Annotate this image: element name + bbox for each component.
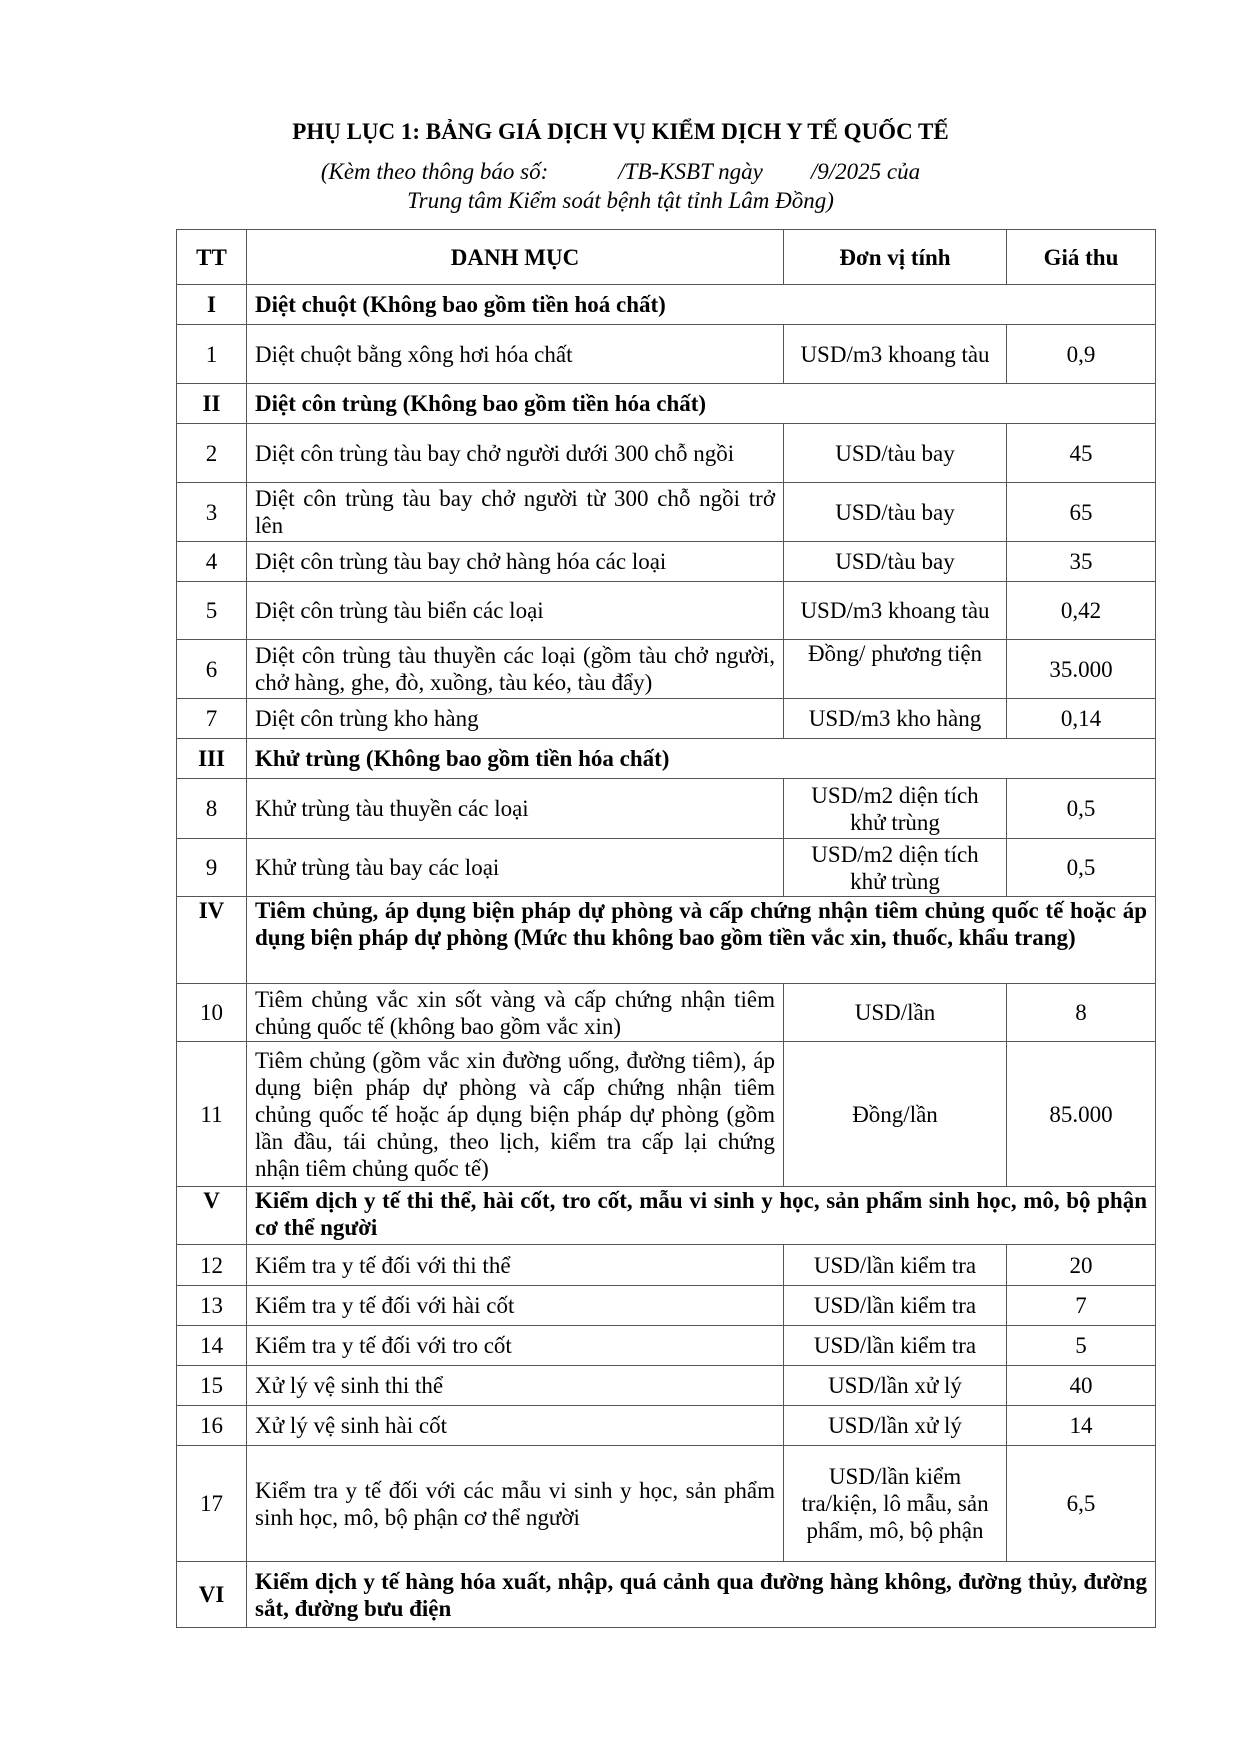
row-price: 35.000: [1007, 640, 1156, 699]
table-row: [177, 779, 1156, 839]
row-unit: USD/lần kiểm tra/kiện, lô mẫu, sản phẩm, mô, bộ phận: [784, 1446, 1007, 1562]
row-name: Xử lý vệ sinh hài cốt: [247, 1406, 784, 1446]
row-name: Tiêm chủng vắc xin sốt vàng và cấp chứng nhận tiêm chủng quốc tế (không bao gồm vắc xin): [247, 984, 784, 1042]
table-row: [177, 984, 1156, 1042]
header-tt: TT: [177, 230, 247, 285]
row-unit: USD/m2 diện tích khử trùng: [784, 839, 1007, 897]
row-unit: USD/m2 diện tích khử trùng: [784, 779, 1007, 839]
row-number: 12: [177, 1245, 247, 1286]
section-number: III: [177, 739, 247, 779]
row-number: 17: [177, 1446, 247, 1562]
row-number: 9: [177, 839, 247, 897]
section-title: Diệt chuột (Không bao gồm tiền hoá chất): [247, 285, 1156, 325]
section-row: [177, 897, 1156, 984]
table-row: [177, 699, 1156, 739]
row-unit: USD/tàu bay: [784, 424, 1007, 483]
table-row: [177, 1446, 1156, 1562]
row-name: Khử trùng tàu thuyền các loại: [247, 779, 784, 839]
table-row: [177, 325, 1156, 384]
row-number: 13: [177, 1286, 247, 1326]
row-unit: Đồng/lần: [784, 1042, 1007, 1187]
row-price: 0,5: [1007, 779, 1156, 839]
row-price: 0,14: [1007, 699, 1156, 739]
row-name: Diệt chuột bằng xông hơi hóa chất: [247, 325, 784, 384]
row-number: 3: [177, 483, 247, 542]
section-row: [177, 384, 1156, 424]
row-number: 1: [177, 325, 247, 384]
row-name: Diệt côn trùng tàu bay chở người từ 300 chỗ ngồi trở lên: [247, 483, 784, 542]
section-title: Kiểm dịch y tế hàng hóa xuất, nhập, quá cảnh qua đường hàng không, đường thủy, đường sắt, đường bưu điện: [247, 1562, 1156, 1628]
section-title: Tiêm chủng, áp dụng biện pháp dự phòng và cấp chứng nhận tiêm chủng quốc tế hoặc áp dụng biện pháp dự phòng (Mức thu không bao gồm tiền vắc xin, thuốc, khẩu trang): [247, 897, 1156, 984]
subtitle-part1: (Kèm theo thông báo số:: [320, 159, 549, 184]
row-name: Kiểm tra y tế đối với thi thể: [247, 1245, 784, 1286]
row-name: Diệt côn trùng kho hàng: [247, 699, 784, 739]
subtitle-part3: /9/2025 của: [810, 159, 921, 184]
row-price: 6,5: [1007, 1446, 1156, 1562]
table-row: [177, 1366, 1156, 1406]
row-number: 16: [177, 1406, 247, 1446]
row-name: Kiểm tra y tế đối với hài cốt: [247, 1286, 784, 1326]
section-title: Kiểm dịch y tế thi thể, hài cốt, tro cốt, mẫu vi sinh y học, sản phẩm sinh học, mô, bộ phận cơ thể người: [247, 1187, 1156, 1245]
row-price: 5: [1007, 1326, 1156, 1366]
row-number: 14: [177, 1326, 247, 1366]
row-name: Diệt côn trùng tàu biển các loại: [247, 582, 784, 640]
row-name: Diệt côn trùng tàu bay chở hàng hóa các loại: [247, 542, 784, 582]
row-price: 20: [1007, 1245, 1156, 1286]
row-unit: USD/lần kiểm tra: [784, 1326, 1007, 1366]
row-unit: USD/tàu bay: [784, 483, 1007, 542]
row-number: 5: [177, 582, 247, 640]
row-number: 4: [177, 542, 247, 582]
row-price: 65: [1007, 483, 1156, 542]
row-name: Diệt côn trùng tàu bay chở người dưới 300 chỗ ngồi: [247, 424, 784, 483]
table-header-row: [177, 230, 1156, 285]
row-name: Kiểm tra y tế đối với các mẫu vi sinh y học, sản phẩm sinh học, mô, bộ phận cơ thể người: [247, 1446, 784, 1562]
row-price: 0,5: [1007, 839, 1156, 897]
row-unit: USD/tàu bay: [784, 542, 1007, 582]
section-number: VI: [177, 1562, 247, 1628]
price-table: [176, 229, 1156, 1628]
row-number: 10: [177, 984, 247, 1042]
row-unit: USD/m3 khoang tàu: [784, 325, 1007, 384]
section-title: Khử trùng (Không bao gồm tiền hóa chất): [247, 739, 1156, 779]
table-row: [177, 424, 1156, 483]
row-number: 2: [177, 424, 247, 483]
row-price: 8: [1007, 984, 1156, 1042]
table-row: [177, 582, 1156, 640]
row-unit: USD/lần kiểm tra: [784, 1245, 1007, 1286]
row-unit: USD/lần: [784, 984, 1007, 1042]
row-name: Xử lý vệ sinh thi thể: [247, 1366, 784, 1406]
row-name: Khử trùng tàu bay các loại: [247, 839, 784, 897]
header-name: DANH MỤC: [247, 230, 784, 285]
row-price: 7: [1007, 1286, 1156, 1326]
header-price: Giá thu: [1007, 230, 1156, 285]
subtitle-part2: /TB-KSBT ngày: [618, 159, 763, 184]
document-subtitle: [0, 158, 1241, 186]
row-unit: USD/m3 kho hàng: [784, 699, 1007, 739]
document-title: PHỤ LỤC 1: BẢNG GIÁ DỊCH VỤ KIỂM DỊCH Y TẾ QUỐC TẾ: [292, 119, 949, 144]
table-row: [177, 1245, 1156, 1286]
section-title: Diệt côn trùng (Không bao gồm tiền hóa chất): [247, 384, 1156, 424]
row-unit: USD/m3 khoang tàu: [784, 582, 1007, 640]
table-row: [177, 542, 1156, 582]
row-price: 14: [1007, 1406, 1156, 1446]
row-number: 6: [177, 640, 247, 699]
row-unit: USD/lần kiểm tra: [784, 1286, 1007, 1326]
section-row: [177, 1187, 1156, 1245]
section-row: [177, 285, 1156, 325]
row-price: 85.000: [1007, 1042, 1156, 1187]
table-row: [177, 839, 1156, 897]
row-number: 11: [177, 1042, 247, 1187]
row-price: 40: [1007, 1366, 1156, 1406]
section-row: [177, 1562, 1156, 1628]
section-number: I: [177, 285, 247, 325]
section-number: V: [177, 1187, 247, 1245]
row-number: 7: [177, 699, 247, 739]
row-number: 8: [177, 779, 247, 839]
row-name: Kiểm tra y tế đối với tro cốt: [247, 1326, 784, 1366]
section-number: IV: [177, 897, 247, 984]
row-price: 45: [1007, 424, 1156, 483]
table-row: [177, 483, 1156, 542]
table-row: [177, 1326, 1156, 1366]
row-unit: USD/lần xử lý: [784, 1406, 1007, 1446]
document-subtitle-line2: Trung tâm Kiểm soát bệnh tật tỉnh Lâm Đồng): [407, 188, 834, 213]
row-unit: USD/lần xử lý: [784, 1366, 1007, 1406]
row-price: 0,42: [1007, 582, 1156, 640]
row-name: Tiêm chủng (gồm vắc xin đường uống, đường tiêm), áp dụng biện pháp dự phòng và cấp chứng nhận tiêm chủng quốc tế hoặc áp dụng biện pháp dự phòng (gồm lần đầu, tái chủng, theo lịch, kiểm tra cấp lại chứng nhận tiêm chủng quốc tế): [247, 1042, 784, 1187]
table-row: [177, 640, 1156, 699]
table-row: [177, 1286, 1156, 1326]
row-price: 0,9: [1007, 325, 1156, 384]
header-unit: Đơn vị tính: [784, 230, 1007, 285]
table-row: [177, 1406, 1156, 1446]
row-number: 15: [177, 1366, 247, 1406]
row-unit: Đồng/ phương tiện: [784, 640, 1007, 699]
section-row: [177, 739, 1156, 779]
row-name: Diệt côn trùng tàu thuyền các loại (gồm tàu chở người, chở hàng, ghe, đò, xuồng, tàu kéo, tàu đẩy): [247, 640, 784, 699]
table-row: [177, 1042, 1156, 1187]
row-price: 35: [1007, 542, 1156, 582]
section-number: II: [177, 384, 247, 424]
